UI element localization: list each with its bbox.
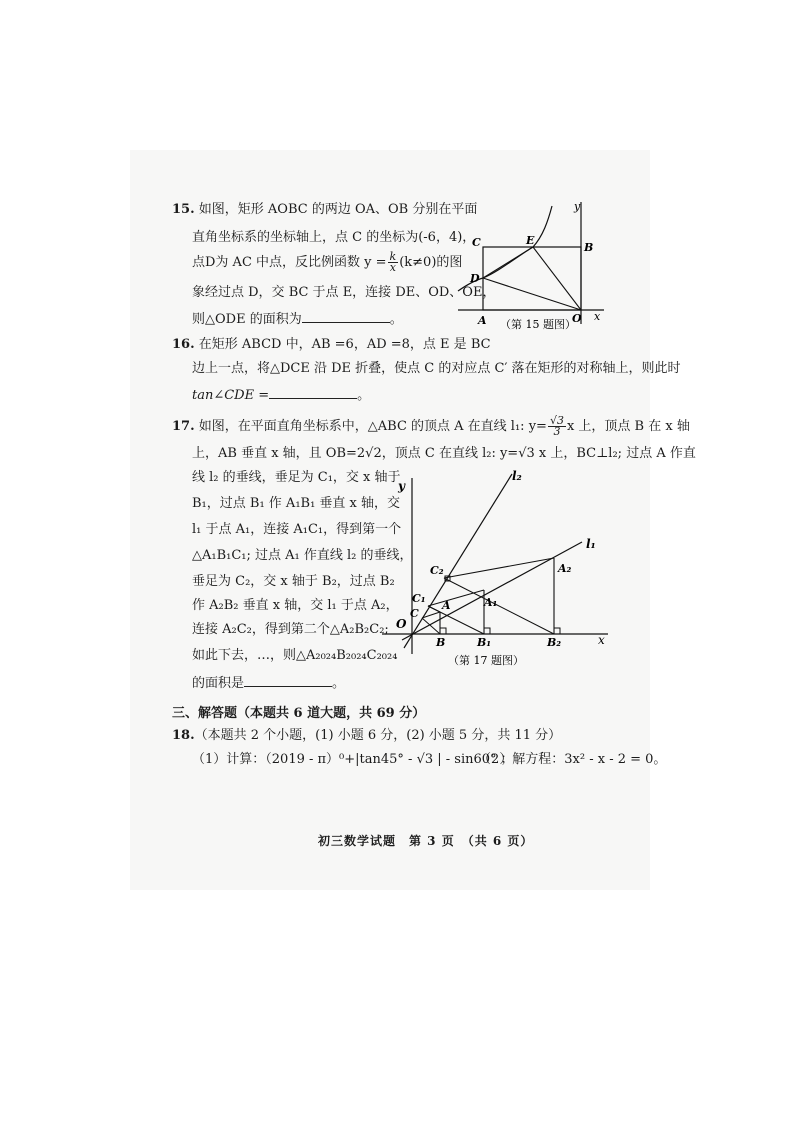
fig15-label-o: O xyxy=(572,312,582,325)
q16-line1 xyxy=(172,337,491,353)
q17-text-1b: x 上，顶点 B 在 x 轴 xyxy=(566,419,690,434)
q16-number: 16. xyxy=(172,337,195,352)
fig17-label-a: A xyxy=(442,599,451,612)
q15-frac-bottom: x xyxy=(389,261,396,274)
q15-answer-blank[interactable] xyxy=(302,310,390,323)
q17-line10: 如此下去，…，则△A₂₀₂₄B₂₀₂₄C₂₀₂₄ xyxy=(192,648,398,663)
q17-line1 xyxy=(172,416,690,437)
fig17-right-angle-b1 xyxy=(484,628,490,634)
q17-line9: 连接 A₂C₂，得到第二个△A₂B₂C₂; xyxy=(192,622,389,637)
q17-text-11-end: 。 xyxy=(332,676,346,691)
q17-fraction xyxy=(548,416,566,437)
fig17-label-b2: B₂ xyxy=(547,636,562,649)
q17-line7: 垂足为 C₂，交 x 轴于 B₂，过点 B₂ xyxy=(192,574,395,589)
q17-line5: l₁ 于点 A₁，连接 A₁C₁，得到第一个 xyxy=(192,522,402,537)
q17-line4: B₁，过点 B₁ 作 A₁B₁ 垂直 x 轴，交 xyxy=(192,496,401,511)
q18-intro-line xyxy=(172,728,561,744)
figure-17-graph xyxy=(372,466,612,670)
q17-line6: △A₁B₁C₁; 过点 A₁ 作直线 l₂ 的垂线， xyxy=(192,548,413,563)
q17-text-1a: 如图，在平面直角坐标系中，△ABC 的顶点 A 在直线 l₁: y= xyxy=(198,419,547,434)
fig17-segment-c1a1 xyxy=(428,590,484,606)
fig17-segment-c1a xyxy=(428,606,440,612)
fig17-label-c1: C₁ xyxy=(412,592,426,605)
fig17-segment-a1-b2 xyxy=(444,578,554,634)
q17-line2: 上，AB 垂直 x 轴，且 OB=2√2，顶点 C 在直线 l₂: y=√3 x 上，BC⊥l₂; 过点 A 作直 xyxy=(192,446,696,461)
q15-line4: 象经过点 D，交 BC 于点 E，连接 DE、OD、OE， xyxy=(192,285,496,300)
q16-text-3: tan∠CDE = xyxy=(192,388,270,403)
fig15-line-de xyxy=(483,247,533,278)
fig17-segment-c2a2 xyxy=(444,558,554,578)
q15-line2: 直角坐标系的坐标轴上，点 C 的坐标为(-6，4)， xyxy=(192,230,476,245)
q17-frac-bottom: 3 xyxy=(553,425,561,438)
fig15-line-oe xyxy=(533,247,581,310)
q15-line5 xyxy=(192,310,403,328)
fig15-label-x: x xyxy=(594,310,601,323)
q15-text-5: 则△ODE 的面积为 xyxy=(192,312,302,327)
fig17-label-l1: l₁ xyxy=(586,537,596,551)
fig17-label-c: C xyxy=(410,607,419,620)
q18-part2: （2）解方程：3x² - x - 2 = 0。 xyxy=(478,752,667,767)
fig17-line-l2 xyxy=(404,474,512,648)
q16-answer-blank[interactable] xyxy=(269,386,357,399)
fig17-label-b1: B₁ xyxy=(477,636,492,649)
q15-line3 xyxy=(192,252,462,273)
q17-line8: 作 A₂B₂ 垂直 x 轴，交 l₁ 于点 A₂， xyxy=(192,598,399,613)
page-footer: 初三数学试题 第 3 页 （共 6 页） xyxy=(318,834,534,848)
fig17-caption: （第 17 题图） xyxy=(448,654,524,667)
fig17-line-l1 xyxy=(402,542,582,640)
fig17-label-x: x xyxy=(598,633,605,647)
q18-intro: （本题共 2 个小题，(1) 小题 6 分，(2) 小题 5 分，共 11 分） xyxy=(194,728,562,743)
q17-frac-top: √3 xyxy=(549,414,564,427)
figure-15-graph xyxy=(448,196,614,338)
fig15-label-e: E xyxy=(526,234,535,247)
fig15-line-od xyxy=(483,278,581,310)
q15-text-1: 如图，矩形 AOBC 的两边 OA、OB 分别在平面 xyxy=(198,202,478,217)
figure-15 xyxy=(448,196,614,338)
q15-frac-top: k xyxy=(389,250,397,263)
fig15-label-b: B xyxy=(584,241,594,254)
q17-number: 17. xyxy=(172,419,195,434)
q16-text-1: 在矩形 ABCD 中，AB =6，AD =8，点 E 是 BC xyxy=(198,337,491,352)
fig15-label-c: C xyxy=(472,236,481,249)
q18-number: 18. xyxy=(172,728,195,743)
q16-line3 xyxy=(192,386,370,404)
fig15-caption: （第 15 题图） xyxy=(500,318,576,331)
q15-text-3a: 点D为 AC 中点，反比例函数 y = xyxy=(192,255,387,270)
q18-part1: （1）计算：（2019 - π）⁰+|tan45° - √3 | - sin60° ； xyxy=(192,752,514,767)
section-3-title: 三、解答题（本题共 6 道大题，共 69 分） xyxy=(172,706,426,721)
fig17-label-a2: A₂ xyxy=(558,562,572,575)
q16-text-3-end: 。 xyxy=(357,388,371,403)
q15-fraction xyxy=(388,252,399,273)
q17-text-11: 的面积是 xyxy=(192,676,245,691)
q15-text-3b: (k≠0)的图 xyxy=(399,255,463,270)
fig17-label-y: y xyxy=(398,479,405,493)
q16-line2: 边上一点，将△DCE 沿 DE 折叠，使点 C 的对应点 C′ 落在矩形的对称轴上，则此时 xyxy=(192,361,681,376)
fig15-rectangle xyxy=(483,247,581,310)
q17-line11 xyxy=(192,674,345,692)
fig17-label-b: B xyxy=(436,636,446,649)
q15-line1 xyxy=(172,202,477,218)
fig17-label-l2: l₂ xyxy=(512,469,522,483)
fig15-label-y: y xyxy=(574,200,581,213)
fig15-label-a: A xyxy=(478,314,487,327)
fig17-right-angle-b xyxy=(440,628,446,634)
fig17-right-angle-b2 xyxy=(554,628,560,634)
q15-number: 15. xyxy=(172,202,195,217)
fig17-label-o: O xyxy=(396,617,407,631)
q17-answer-blank[interactable] xyxy=(244,674,332,687)
fig17-label-c2: C₂ xyxy=(430,564,444,577)
fig17-label-a1: A₁ xyxy=(484,596,498,609)
q15-text-5-end: 。 xyxy=(389,312,403,327)
fig15-label-d: D xyxy=(470,272,480,285)
figure-17 xyxy=(372,466,612,670)
q17-line3: 线 l₂ 的垂线，垂足为 C₁，交 x 轴于 xyxy=(192,470,401,485)
